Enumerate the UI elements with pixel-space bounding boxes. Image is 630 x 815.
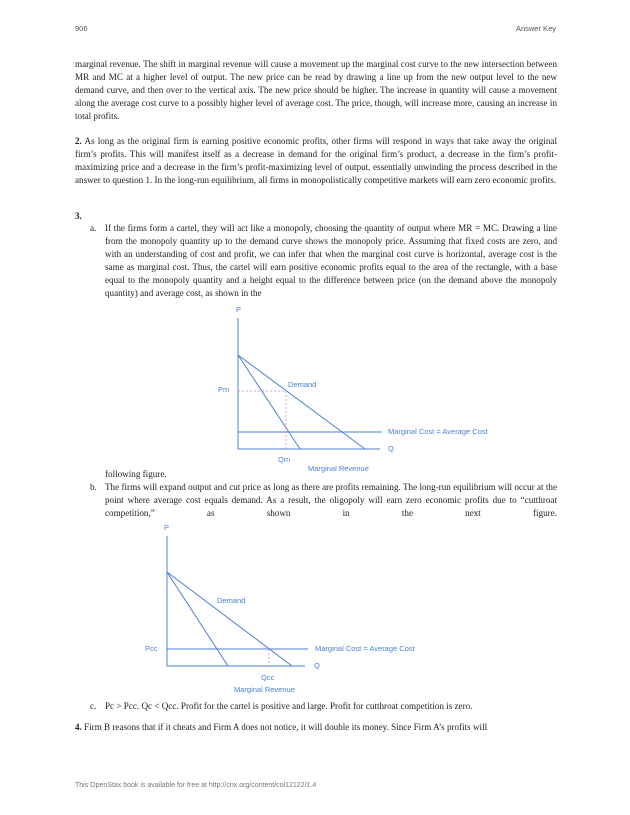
fig1-demand-label: Demand: [288, 380, 317, 389]
answer-3c: [90, 700, 557, 713]
item-marker-b: b.: [90, 482, 97, 492]
fig1-qm-label: Qm: [278, 455, 291, 464]
fig2-mc-label: Marginal Cost = Average Cost: [315, 644, 415, 653]
answer-3-number: 3.: [75, 211, 82, 221]
answer-4-text: Firm B reasons that if it cheats and Firm A does not notice, it will double its money. Since Firm A’s profits will: [81, 722, 488, 732]
fig1-pm-label: Pm: [218, 385, 230, 394]
fig1-axis-q-label: Q: [388, 444, 394, 453]
answer-3a-tail: [90, 468, 557, 481]
paragraph-4: [75, 721, 557, 734]
running-header: Answer Key: [515, 24, 556, 33]
fig1-axis-p-label: P: [236, 305, 242, 314]
fig2-qcc-label: Qcc: [261, 673, 275, 682]
fig2-axis-q-label: Q: [314, 661, 320, 670]
item-marker-c: c.: [90, 701, 97, 711]
fig2-mr-curve: [167, 572, 228, 666]
answer-3a-tail-text: following figure.: [105, 469, 167, 479]
fig1-mr-curve: [238, 355, 300, 449]
paragraph-1: marginal revenue. The shift in marginal revenue will cause a movement up the marginal cost curve to the new intersection between MR and MC at a higher level of output. The new price can be read by drawing a line up from the new output level to the new demand curve, and then over to the vertical axis. The new price should be higher. The increase in quantity will cause a movement along the average cost curve to a possibly higher level of average cost. The price, though, will increase more, causing an increase in total profits.: [75, 59, 557, 121]
answer-3b: [90, 481, 557, 520]
answer-2-text: As long as the original firm is earning positive economic profits, other firms will respond in ways that take away the original firm’s profits. This will manifest itself as a decrease in demand for the original firm’s product, a decrease in the firm’s profit-maximizing price and a decrease in the firm’s profit-maximizing level of output, essentially unwinding the process described in the answer to question 1. In the long-run equilibrium, all firms in monopolistically competitive markets will earn zero economic profits.: [75, 136, 557, 185]
figure-cutthroat: [130, 520, 450, 700]
fig2-demand-label: Demand: [217, 596, 246, 605]
page-number: 906: [75, 24, 88, 33]
paragraph-2: [75, 135, 557, 187]
answer-3a: [90, 222, 557, 300]
footer-attribution: This OpenStax book is available for free at http://cnx.org/content/col12122/1.4: [75, 782, 317, 789]
fig2-demand-curve: [167, 572, 292, 666]
answer-2-label: 2.: [75, 136, 82, 146]
item-marker-a: a.: [90, 223, 97, 233]
answer-4-label: 4.: [75, 722, 82, 732]
answer-3a-text: If the firms form a cartel, they will act like a monopoly, choosing the quantity of output where MR = MC. Drawing a line from the monopoly quantity up to the demand curve shows the monopoly price. Assuming that fixed costs are zero, and with an understanding of cost and profit, we can infer that when the marginal cost curve is horizontal, average cost is the same as marginal cost. Thus, the cartel will earn positive economic profits equal to the area of the rectangle, with a base equal to the monopoly quantity and a height equal to the difference between price (on the demand above the monopoly quantity) and average cost, as shown in the: [105, 223, 557, 298]
answer-3b-text: The firms will expand output and cut price as long as there are profits remaining. The long-run equilibrium will occur at the point where average cost equals demand. As a result, the oligopoly will earn zero economic profits due to “cutthroat competition,” as shown in the next figure.: [105, 482, 557, 518]
figure-cartel: [200, 300, 520, 480]
fig2-mr-label: Marginal Revenue: [234, 685, 295, 694]
fig1-demand-curve: [238, 355, 365, 449]
fig2-pcc-label: Pcc: [145, 644, 158, 653]
fig1-mc-label: Marginal Cost = Average Cost: [388, 427, 488, 436]
fig1-mr-label: Marginal Revenue: [308, 464, 369, 473]
answer-3c-text: Pc > Pcc. Qc < Qcc. Profit for the cartel is positive and large. Profit for cutthroat competition is zero.: [105, 701, 473, 711]
fig2-axis-p-label: P: [164, 523, 170, 532]
